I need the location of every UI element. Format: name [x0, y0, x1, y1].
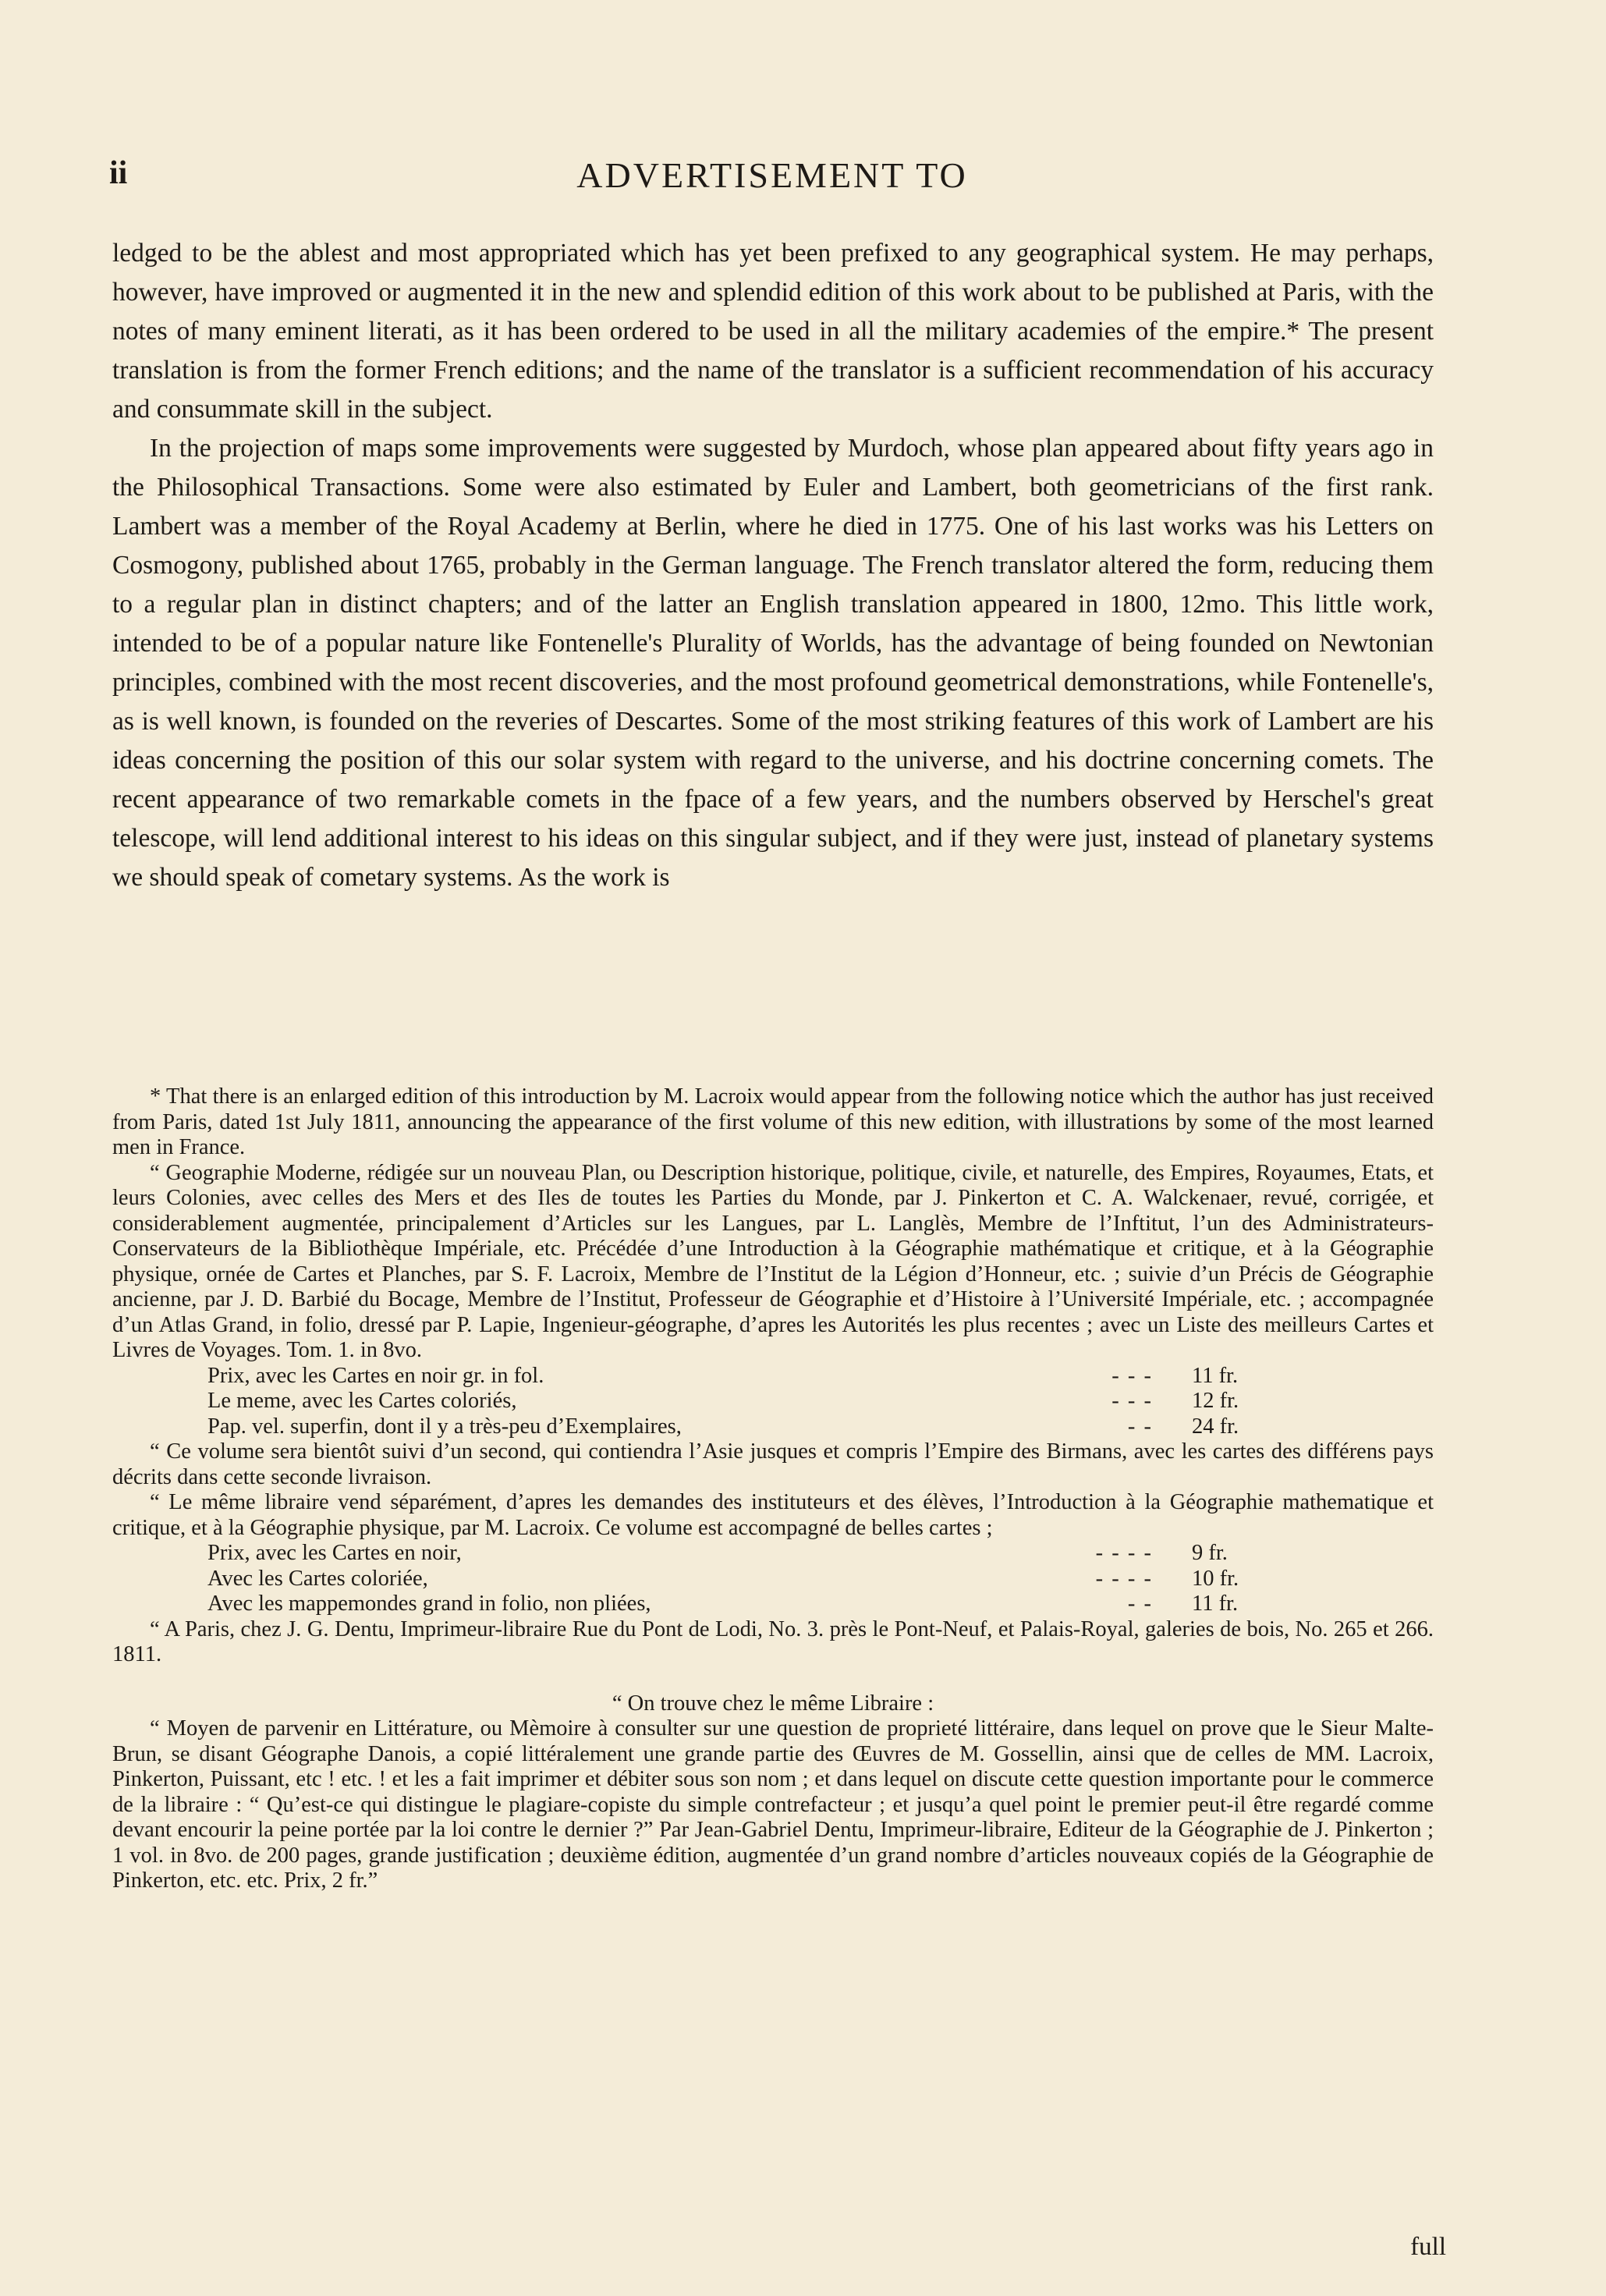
price-label: Avec les Cartes coloriée, — [207, 1566, 428, 1591]
price-leader: - - — [1127, 1414, 1153, 1439]
footnote-notice-1: “ Geographie Moderne, rédigée sur un nouveau Plan, ou Description historique, politique, civile, et naturelle, des Empires, Royaumes, Etats, et leurs Colonies, avec celles des Mers et des Iles de toutes les Parties du Monde, par J. Pinkerton et C. A. Walckenaer, revué, corrigée, et considerablement augmentée, principalement d’Articles sur les Langues, par L. Langlès, Membre de l’Inftitut, l’un des Administrateurs-Conservateurs de la Bibliothèque Impériale, etc. Précédée d’une Introduction à la Géographie mathématique et critique, et à la Géographie physique, ornée de Cartes et Planches, par S. F. Lacroix, Membre de l’Institut de la Légion d’Honneur, etc. ; suivie d’un Précis de Géographie ancienne, par J. D. Barbié du Bocage, Membre de l’Institut, Professeur de Géographie et d’Histoire à l’Université Impériale, etc. ; accompagnée d’un Atlas Grand, in folio, dressé par P. Lapie, Ingenieur-géographe, d’apres les Autorités les plus recentes ; avec un Liste des meilleurs Cartes et Livres de Voyages. Tom. 1. in 8vo. — [112, 1160, 1434, 1362]
footnote-notice-4: “ A Paris, chez J. G. Dentu, Imprimeur-libraire Rue du Pont de Lodi, No. 3. près le Pont-Neuf, et Palais-Royal, galeries de bois, No. 265 et 266. 1811. — [112, 1616, 1434, 1666]
price-row — [112, 1389, 1434, 1414]
price-value: 24 fr. — [1192, 1414, 1239, 1439]
price-value: 11 fr. — [1192, 1592, 1239, 1616]
price-row — [112, 1364, 1434, 1389]
price-row — [112, 1592, 1434, 1617]
page-number: ii — [109, 155, 128, 191]
catchword: full — [1410, 2233, 1446, 2261]
price-leader: - - - — [1111, 1389, 1153, 1413]
footnote-notice-2: “ Ce volume sera bientôt suivi d’un second, qui contiendra l’Asie jusques et compris l’Empire des Birmans, avec les cartes des différens pays décrits dans cette seconde livraison. — [112, 1439, 1434, 1489]
price-leader: - - - - — [1095, 1541, 1153, 1565]
footnote-notice-3: “ Le même libraire vend séparément, d’apres les demandes des instituteurs et des élèves, l’Introduction à la Géographie mathematique et critique, et à la Géographie physique, par M. Lacroix. Ce volume est accompagné de belles cartes ; — [112, 1490, 1434, 1540]
price-list-1 — [112, 1364, 1434, 1440]
body-paragraph-2: In the projection of maps some improvements were suggested by Murdoch, whose plan appeared about fifty years ago in the Philosophical Transactions. Some were also estimated by Euler and Lambert, both geometricians of the first rank. Lambert was a member of the Royal Academy at Berlin, where he died in 1775. One of his last works was his Letters on Cosmogony, published about 1765, probably in the German language. The French translator altered the form, reducing them to a regular plan in distinct chapters; and of the latter an English translation appeared in 1800, 12mo. This little work, intended to be of a popular nature like Fontenelle's Plurality of Worlds, has the advantage of being founded on Newtonian principles, combined with the most recent discoveries, and the most profound geometrical demonstrations, while Fontenelle's, as is well known, is founded on the reveries of Descartes. Some of the most striking features of this work of Lambert are his ideas concerning the position of this our solar system with regard to the universe, and his doctrine concerning comets. The recent appearance of two remarkable comets in the fpace of a few years, and the numbers observed by Herschel's great telescope, will lend additional interest to his ideas on this singular subject, and if they were just, instead of planetary systems we should speak of cometary systems. As the work is — [112, 434, 1434, 892]
body-paragraph-1: ledged to be the ablest and most appropriated which has yet been prefixed to any geographical system. He may perhaps, however, have improved or augmented it in the new and splendid edition of this work about to be published at Paris, with the notes of many eminent literati, as it has been ordered to be used in all the military academies of the empire.* The present translation is from the former French editions; and the name of the translator is a sufficient recommendation of his accuracy and consummate skill in the subject. — [112, 239, 1434, 424]
footnote-notice-5: “ Moyen de parvenir en Littérature, ou Mèmoire à consulter sur une question de proprieté littéraire, dans lequel on prove que le Sieur Malte-Brun, se disant Géographe Danois, a copié littéralement une grande partie des Œuvres de M. Gossellin, ainsi que de celles de MM. Lacroix, Pinkerton, Puissant, etc ! etc. ! et les a fait imprimer et débiter sous son nom ; et dans lequel on discute cette question importante pour le commerce de la libraire : “ Qu’est-ce qui distingue le plagiare-copiste du simple contrefacteur ; et jusqu’a quel point le premier peut-il être regardé comme devant encourir la peine portée par la loi contre le dernier ?” Par Jean-Gabriel Dentu, Imprimeur-libraire, Editeur de la Géographie de J. Pinkerton ; 1 vol. in 8vo. de 200 pages, grande justification ; deuxième édition, augmentée d’un grand nombre d’articles nouveaux copiés de la Géographie de Pinkerton, etc. etc. Prix, 2 fr.” — [112, 1716, 1434, 1893]
price-row — [112, 1541, 1434, 1567]
price-label: Prix, avec les Cartes en noir, — [207, 1541, 462, 1565]
price-value: 9 fr. — [1192, 1541, 1228, 1565]
price-list-2 — [112, 1541, 1434, 1617]
footnote-subheading: “ On trouve chez le même Libraire : — [612, 1691, 934, 1716]
footnote — [112, 1084, 1434, 1894]
price-leader: - - — [1127, 1592, 1153, 1616]
price-row — [112, 1414, 1434, 1440]
price-leader: - - - — [1111, 1363, 1153, 1388]
main-text — [112, 234, 1434, 897]
price-label: Prix, avec les Cartes en noir gr. in fol. — [207, 1363, 544, 1388]
price-value: 12 fr. — [1192, 1389, 1239, 1413]
price-label: Pap. vel. superfin, dont il y a très-peu d’Exemplaires, — [207, 1414, 682, 1439]
price-value: 10 fr. — [1192, 1566, 1239, 1591]
footnote-intro: * That there is an enlarged edition of this introduction by M. Lacroix would appear from the following notice which the author has just received from Paris, dated 1st July 1811, announcing the appearance of the first volume of this new edition, with illustrations by some of the most learned men in France. — [112, 1084, 1434, 1159]
price-label: Avec les mappemondes grand in folio, non pliées, — [207, 1592, 651, 1616]
price-row — [112, 1567, 1434, 1592]
price-label: Le meme, avec les Cartes coloriés, — [207, 1389, 517, 1413]
price-leader: - - - - — [1095, 1566, 1153, 1591]
page-header — [109, 154, 1435, 209]
price-value: 11 fr. — [1192, 1363, 1239, 1388]
running-title: ADVERTISEMENT TO — [576, 155, 968, 195]
